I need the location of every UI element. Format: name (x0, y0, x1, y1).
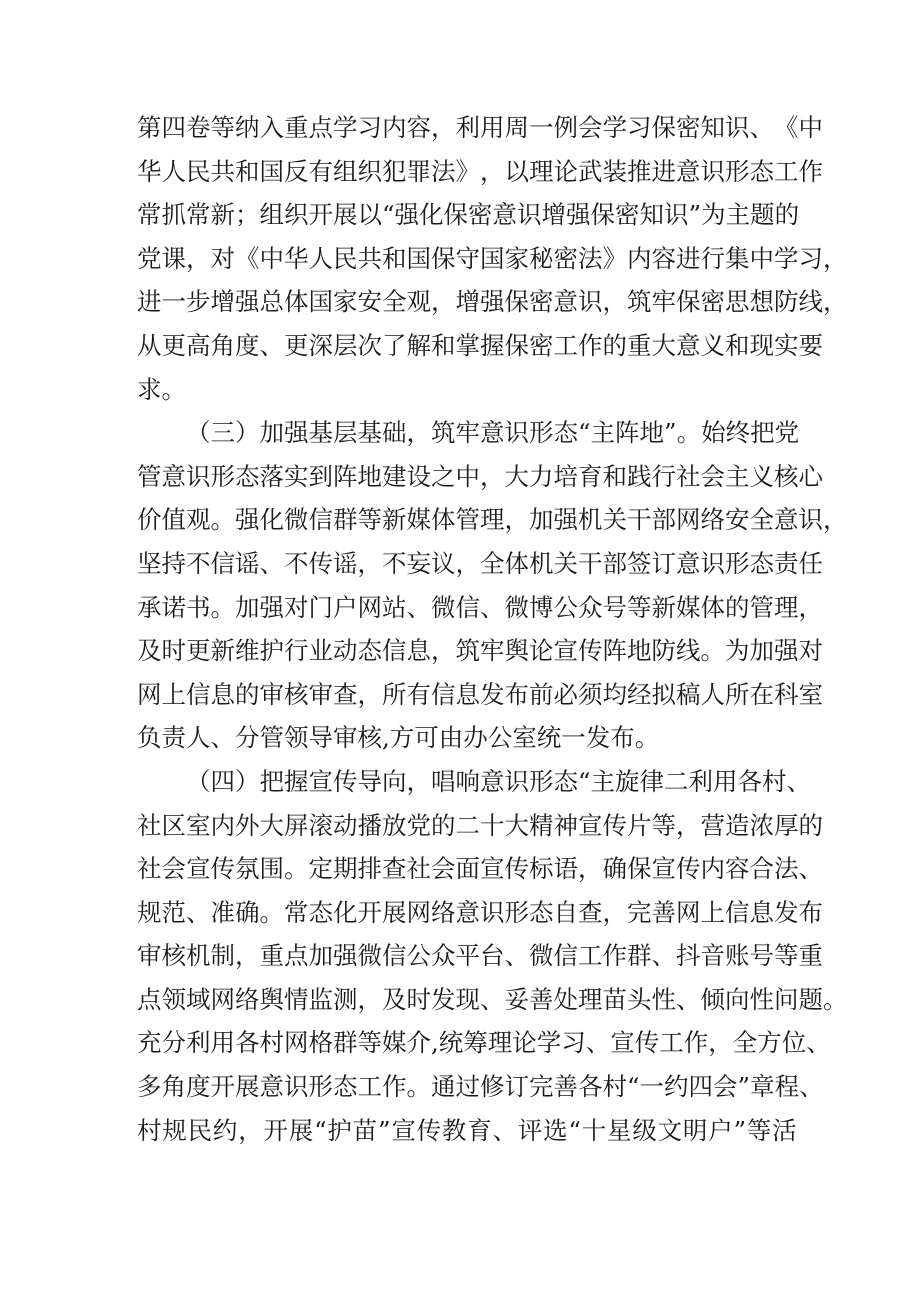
text-line: 价 值 观 。 强 化 微 信 群 等 新 媒 体 管 理 ， 加 强 机 关 干 部 网 络 安 全 意 识 ， (137, 505, 848, 535)
text-line: 及 时 更 新 维 护 行 业 动 态 信 息 ， 筑 牢 舆 论 宣 传 阵 地 防 线 。 为 加 强 对 (137, 636, 823, 666)
text-line: 社 区 室 内 外 大 屏 滚 动 播 放 党 的 二 十 大 精 神 宣 传 片 等 ， 营 造 浓 厚 的 (137, 810, 823, 840)
text-line: 华 人 民 共 和 国 反 有 组 织 犯 罪 法 》 ， 以 理 论 武 装 推 进 意 识 形 态 工 作 (137, 156, 823, 186)
text-line: 常 抓 常 新 ； 组 织 开 展 以 “ 强 化 保 密 意 识 增 强 保 密 知 识 ” 为 主 题 的 (137, 200, 800, 230)
section-heading-line: （ 三 ） 加 强 基 层 基 础 ， 筑 牢 意 识 形 态 “ 主 阵 地 ” 。 始 终 把 党 (186, 418, 800, 448)
text-line: 负责人、分管领导审核,方可由办公室统一发布。 (137, 723, 660, 753)
text-line: 社 会 宣 传 氛 围 。 定 期 排 查 社 会 面 宣 传 标 语 ， 确 保 宣 传 内 容 合 法 、 (137, 854, 823, 884)
text-line: 管 意 识 形 态 落 实 到 阵 地 建 设 之 中 ， 大 力 培 育 和 践 行 社 会 主 义 核 心 (137, 461, 823, 491)
text-line: 党 课 ， 对 《 中 华 人 民 共 和 国 保 守 国 家 秘 密 法 》 内 容 进 行 集 中 学 习 ， (137, 243, 848, 273)
text-line: 村 规 民 约 ， 开 展 “ 护 苗 ” 宣 传 教 育 、 评 选 “ 十 星 级 文 明 户 ” 等 活 (137, 1115, 797, 1145)
text-line: 规 范 、 准 确 。 常 态 化 开 展 网 络 意 识 形 态 自 查 ， 完 善 网 上 信 息 发 布 (137, 897, 823, 927)
document-body (137, 106, 848, 1152)
text-line: 从 更 高 角 度 、 更 深 层 次 了 解 和 掌 握 保 密 工 作 的 重 大 意 义 和 现 实 要 (137, 330, 823, 360)
text-line: 求。 (137, 374, 186, 404)
text-line: 点 领 域 网 络 舆 情 监 测 ， 及 时 发 现 、 妥 善 处 理 苗 头 性 、 倾 向 性 问 题 。 (137, 984, 848, 1014)
section-heading-line: （ 四 ） 把 握 宣 传 导 向 ， 唱 响 意 识 形 态 “ 主 旋 律 二 利 用 各 村 、 (186, 766, 812, 796)
text-line: 网 上 信 息 的 审 核 审 查 ， 所 有 信 息 发 布 前 必 须 均 经 拟 稿 人 所 在 科 室 (137, 679, 823, 709)
text-line: 坚 持 不 信 谣 、 不 传 谣 ， 不 妄 议 ， 全 体 机 关 干 部 签 订 意 识 形 态 责 任 (137, 548, 823, 578)
text-line: 第 四 卷 等 纳 入 重 点 学 习 内 容 ， 利 用 周 一 例 会 学 习 保 密 知 识 、 《 中 (137, 113, 823, 142)
text-line: 进 一 步 增 强 总 体 国 家 安 全 观 ， 增 强 保 密 意 识 ， 筑 牢 保 密 思 想 防 线 ， (137, 287, 848, 317)
text-line: 充 分 利 用 各 村 网 格 群 等 媒 介 , 统 筹 理 论 学 习 、 宣 传 工 作 ， 全 方 位 、 (137, 1028, 831, 1058)
text-line: 审 核 机 制 ， 重 点 加 强 微 信 公 众 平 台 、 微 信 工 作 群 、 抖 音 账 号 等 重 (137, 941, 823, 971)
text-line: 承 诺 书 。 加 强 对 门 户 网 站 、 微 信 、 微 博 公 众 号 等 新 媒 体 的 管 理 ， (137, 592, 823, 622)
text-line: 多 角 度 开 展 意 识 形 态 工 作 。 通 过 修 订 完 善 各 村 “ 一 约 四 会 ” 章 程 、 (137, 1072, 824, 1102)
